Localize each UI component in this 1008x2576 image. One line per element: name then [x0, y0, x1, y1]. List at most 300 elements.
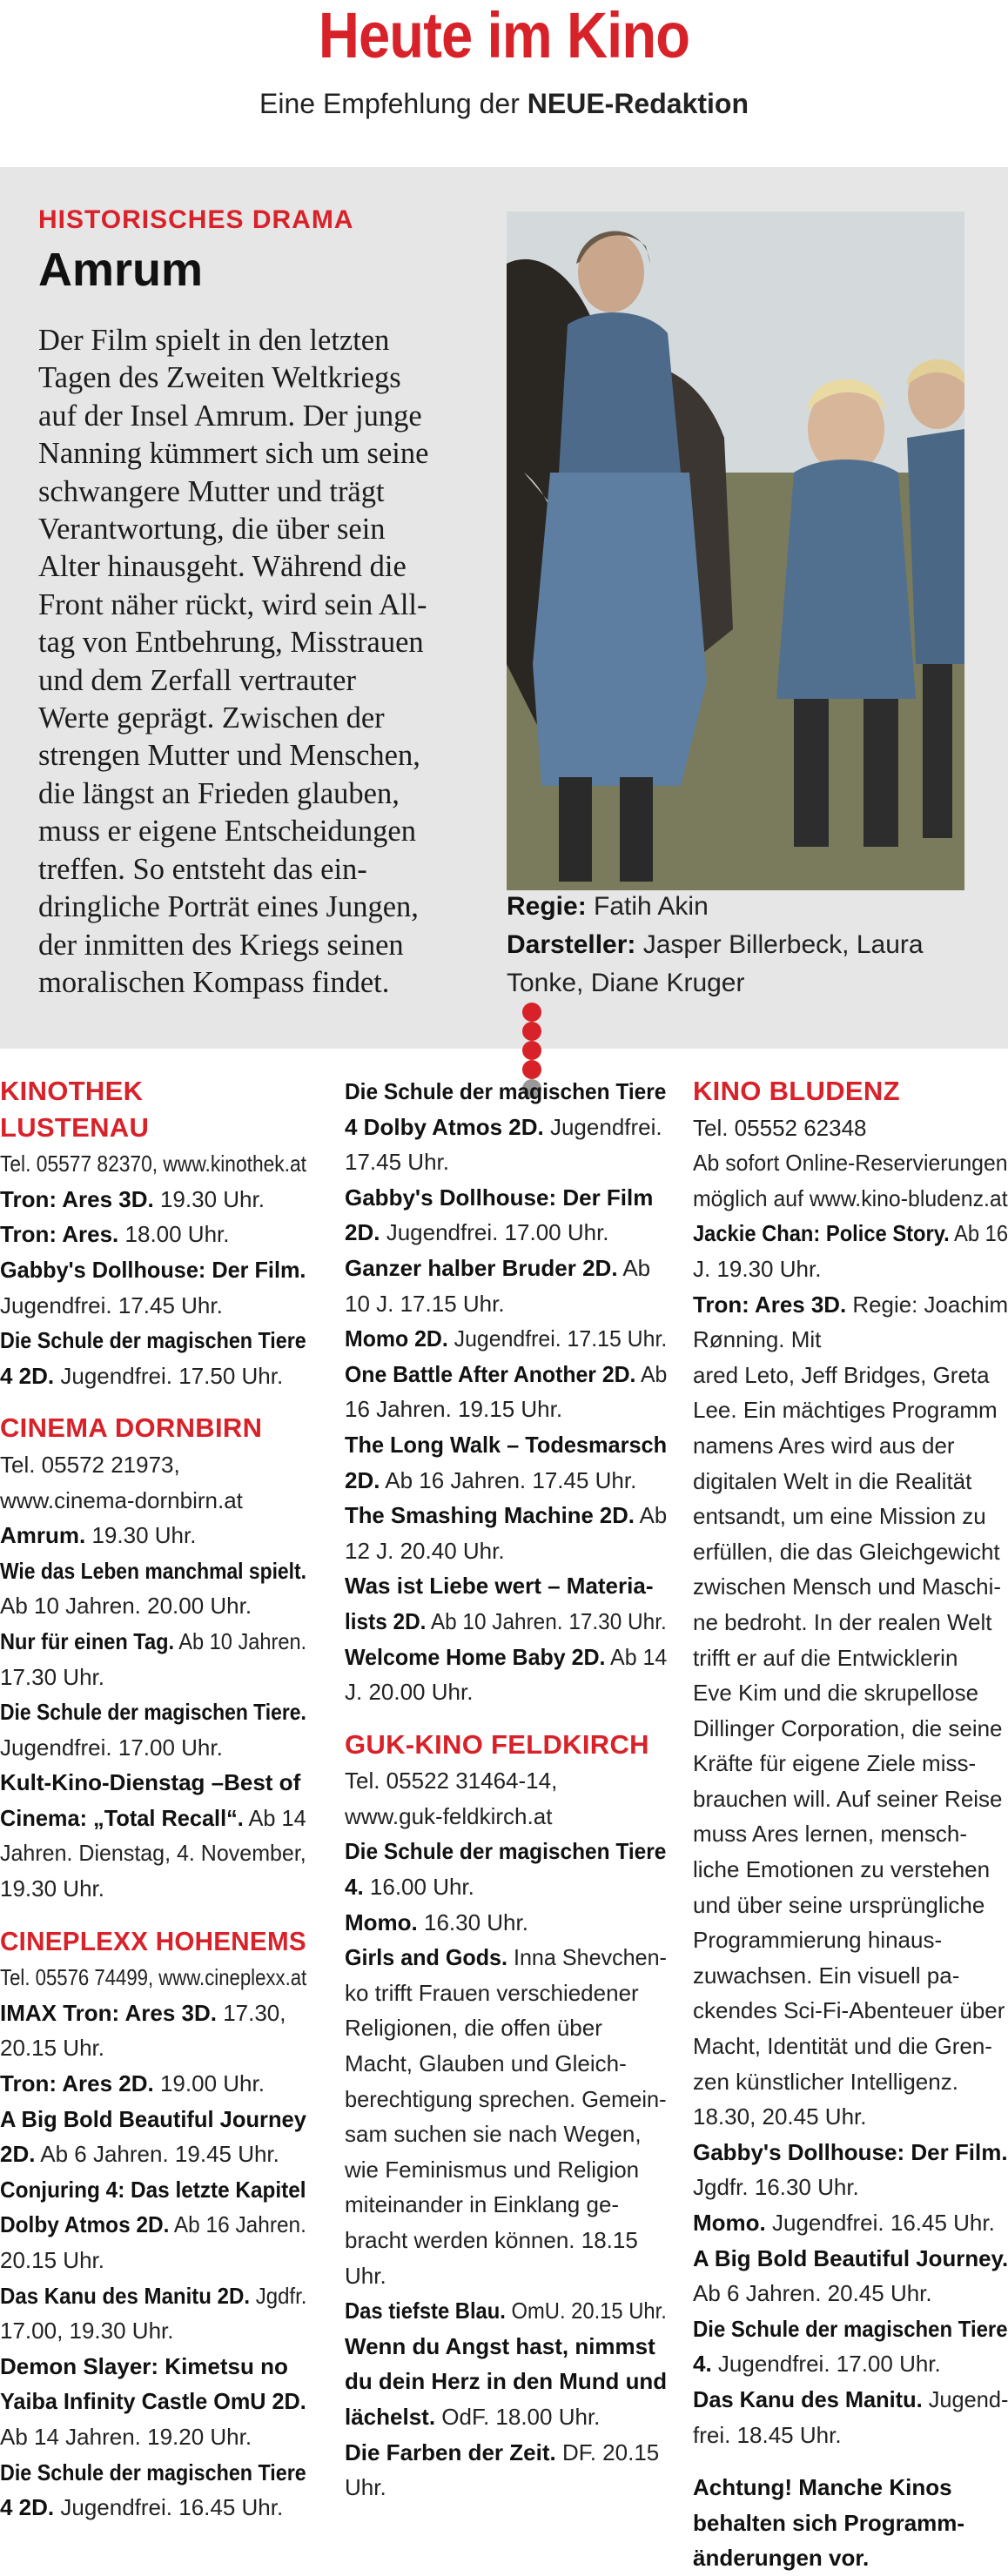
- film-title: Tron: Ares.: [0, 1221, 119, 1248]
- listing-line: [345, 1427, 668, 1463]
- listing-line: [693, 2346, 1008, 2382]
- listing-text: OdF. 18.00 Uhr.: [435, 2403, 601, 2430]
- listing-text: Uhr.: [345, 2474, 386, 2501]
- listing-line: [693, 1181, 1008, 1217]
- film-title: Gabby's Dollhouse: Der Film: [345, 1184, 654, 1211]
- subtitle-text: Eine Empfehlung der: [259, 88, 528, 119]
- listing-text: und über seine ursprüngliche: [693, 1891, 985, 1918]
- listing-line: [345, 2329, 667, 2365]
- listing-line: [345, 1498, 668, 1533]
- film-title: Die Schule der magischen Tiere: [693, 2315, 1008, 2342]
- listing-text: Tel. 05522 31464-14,: [345, 1768, 558, 1794]
- listing-line: [0, 2172, 306, 2208]
- listing-line: [345, 2258, 667, 2294]
- cinema-heading: [0, 1411, 306, 1447]
- listing-line: [0, 1996, 306, 2031]
- cast-names-2: Tonke, Diane Kruger: [507, 969, 745, 997]
- listing-text: 16 Jahren. 19.15 Uhr.: [345, 1396, 563, 1423]
- listing-line: [693, 1922, 1008, 1958]
- director-line: [507, 888, 977, 926]
- listing-text: 17.45 Uhr.: [345, 1149, 449, 1176]
- listing-line: [693, 1322, 1008, 1358]
- film-title: Dolby Atmos 2D.: [0, 2211, 170, 2238]
- film-title: The Long Walk – Todesmarsch: [345, 1431, 668, 1458]
- listing-line: [0, 2419, 306, 2455]
- rating-dot-filled: [522, 1003, 541, 1022]
- listing-line: [345, 1144, 667, 1180]
- listing-line: [0, 2066, 306, 2102]
- listing-line: [0, 2490, 306, 2526]
- film-title: behalten sich Programm-: [693, 2509, 965, 2536]
- film-title: One Battle After Another 2D.: [345, 1360, 636, 1387]
- listing-text: Jugendfrei. 16.45 Uhr.: [54, 2494, 284, 2521]
- listing-text: Ab 14: [243, 1804, 306, 1831]
- listing-text: Ab 10 Jahren.: [174, 1627, 307, 1654]
- film-title: Momo.: [693, 2210, 766, 2236]
- listing-line: [0, 1553, 306, 1589]
- film-title: Die Farben der Zeit.: [345, 2438, 556, 2465]
- film-title: Conjuring 4: Das letzte Kapitel: [0, 2176, 306, 2203]
- film-title: Girls and Gods.: [345, 1944, 508, 1971]
- listing-text: Ab 6 Jahren. 19.45 Uhr.: [35, 2141, 279, 2168]
- body-line: und dem Zerfall vertrauter: [38, 663, 356, 697]
- section-gap: [0, 1907, 306, 1924]
- body-line: schwangere Mutter und trägt: [38, 474, 385, 508]
- listing-line: [345, 1568, 667, 1604]
- cinema-name: GUK-KINO FELDKIRCH: [345, 1728, 649, 1760]
- listing-text: Ab sofort Online-Reservierungen: [693, 1150, 1008, 1177]
- listing-line: [345, 1180, 667, 1216]
- cast-label: Darsteller:: [507, 930, 636, 959]
- listing-text: miteinander in Einklang ge-: [345, 2191, 620, 2218]
- film-title: lächelst.: [345, 2403, 436, 2430]
- body-line: moralischen Kompass findet.: [38, 965, 390, 999]
- listing-text: 19.30 Uhr.: [153, 1185, 265, 1212]
- listing-line: [693, 1392, 1008, 1428]
- listing-text: brauchen will. Auf seiner Reise: [693, 1785, 1003, 1812]
- listing-text: berechtigung sprechen. Gemein-: [345, 2085, 667, 2112]
- listing-line: [693, 1640, 1008, 1676]
- listing-line: [693, 2276, 1008, 2311]
- film-title: du dein Herz in den Mund und: [345, 2368, 668, 2395]
- body-line: Werte geprägt. Zwischen der: [38, 701, 385, 735]
- listing-text: Jugendfrei. 17.00 Uhr.: [380, 1219, 609, 1246]
- listing-text: Jugendfrei. 17.15 Uhr.: [447, 1325, 668, 1352]
- listing-text: Jgdfr. 16.30 Uhr.: [693, 2174, 859, 2201]
- listing-line: [345, 2010, 667, 2046]
- listing-line: [345, 1392, 667, 1427]
- film-title: Cinema: „Total Recall“.: [0, 1804, 244, 1831]
- listing-text: Ab 14: [605, 1643, 668, 1670]
- film-title: Achtung! Manche Kinos: [693, 2474, 952, 2501]
- cinema-name: KINOTHEK: [0, 1076, 144, 1106]
- listing-line: [0, 2243, 306, 2278]
- film-title: Die Schule der magischen Tiere: [0, 1327, 306, 1354]
- listing-line: [693, 1958, 1008, 1994]
- film-title: Was ist Liebe wert – Materia-: [345, 1573, 654, 1600]
- listing-line: [345, 2399, 667, 2435]
- film-title: Das Kanu des Manitu 2D.: [0, 2282, 251, 2309]
- listing-text: 20.15 Uhr.: [0, 2247, 104, 2273]
- listing-text: 17.00, 19.30 Uhr.: [0, 2318, 174, 2345]
- cinema-heading: [345, 1727, 667, 1764]
- listing-text: Jugendfrei. 17.00 Uhr.: [711, 2351, 941, 2378]
- listing-text: 16.30 Uhr.: [417, 1909, 528, 1935]
- listing-text: Ab 10 Jahren. 20.00 Uhr.: [0, 1593, 252, 1620]
- cinema-heading: [0, 1074, 306, 1110]
- film-title: Die Schule der magischen Tiere: [345, 1838, 667, 1865]
- listing-line: [693, 1216, 1008, 1251]
- listing-text: www.guk-feldkirch.at: [345, 1802, 553, 1829]
- listing-line: [345, 1357, 668, 1392]
- listing-line: [0, 2349, 306, 2385]
- listing-text: Ab 14 Jahren. 19.20 Uhr.: [0, 2423, 252, 2450]
- listing-line: [345, 1640, 668, 1675]
- listing-line: [0, 1694, 306, 1730]
- listing-line: [693, 1464, 1008, 1499]
- listing-line: [693, 2064, 1008, 2100]
- listing-text: Ab: [635, 1360, 668, 1387]
- film-title: Die Schule der magischen Tiere.: [0, 1699, 306, 1726]
- listing-line: [693, 2241, 1006, 2277]
- film-title: lists 2D.: [345, 1607, 427, 1634]
- listing-text: OmU. 20.15 Uhr.: [505, 2298, 667, 2324]
- listing-text: 20.15 Uhr.: [0, 2035, 104, 2062]
- listing-line: [345, 1976, 667, 2011]
- listing-line: [0, 1835, 306, 1871]
- body-line: die längst an Frieden glauben,: [38, 776, 400, 810]
- listing-text: Tel. 05576 74499, www.cineplexx.at: [0, 1964, 307, 1991]
- film-title: Tron: Ares 3D.: [693, 1291, 847, 1318]
- listing-text: namens Ares wird aus der: [693, 1432, 955, 1459]
- body-line: muss er eigene Entscheidungen: [38, 815, 416, 849]
- listing-text: DF. 20.15: [555, 2438, 660, 2465]
- listing-text: J. 19.30 Uhr.: [693, 1255, 822, 1282]
- feature-kicker: HISTORISCHES DRAMA: [38, 205, 354, 234]
- listing-line: [693, 1569, 1008, 1605]
- listing-line: [345, 2435, 667, 2471]
- listing-text: ckendes Sci-Fi-Abenteuer über: [693, 1997, 1005, 2024]
- cast-line: [507, 926, 977, 964]
- listing-line: [0, 1730, 306, 1766]
- film-title: 4.: [693, 2351, 712, 2378]
- film-title: 4.: [345, 1874, 364, 1901]
- film-title: 4 2D.: [0, 1362, 55, 1389]
- cinema-heading: [0, 1924, 306, 1961]
- rating-dot-filled: [522, 1022, 541, 1041]
- body-line: Tagen des Zweiten Weltkriegs: [38, 361, 401, 395]
- listing-text: möglich auf www.kino-bludenz.at: [693, 1184, 1008, 1211]
- listing-text: Regie: Joachim: [846, 1291, 1008, 1318]
- listing-line: [693, 1746, 1008, 1781]
- listing-text: Macht, Identität und die Gren-: [693, 2033, 992, 2060]
- film-title: Tron: Ares 3D.: [0, 1185, 154, 1212]
- listing-line: [693, 1287, 1007, 1323]
- listing-line: [0, 1252, 306, 1288]
- body-line: strengen Mutter und Menschen,: [38, 739, 420, 773]
- listing-line: [0, 1624, 307, 1660]
- film-title: Kult-Kino-Dienstag –Best of: [0, 1769, 301, 1796]
- listing-text: 17.30 Uhr.: [0, 1663, 104, 1690]
- listing-line: [345, 1799, 667, 1835]
- listing-line: [0, 1588, 306, 1624]
- listing-line: [0, 1518, 306, 1553]
- listing-line: [345, 1763, 667, 1799]
- listing-line: [0, 1801, 306, 1836]
- listing-line: [345, 2152, 667, 2188]
- film-title: 4 2D.: [0, 2494, 55, 2521]
- film-still-illustration: [507, 211, 964, 890]
- listing-line: [693, 2382, 1008, 2418]
- listing-text: Religionen, die offen über: [345, 2015, 602, 2042]
- cinema-name: KINO BLUDENZ: [693, 1076, 900, 1106]
- listing-text: muss Ares lernen, mensch-: [693, 1821, 968, 1848]
- film-title: Wie das Leben manchmal spielt.: [0, 1557, 306, 1584]
- film-title: Momo 2D.: [345, 1325, 448, 1352]
- listing-line: [693, 2311, 1008, 2347]
- listing-line: [0, 2207, 306, 2243]
- listing-text: zen künstlicher Intelligenz.: [693, 2068, 958, 2095]
- film-title: Wenn du Angst hast, nimmst: [345, 2332, 655, 2359]
- film-title: Amrum.: [0, 1522, 86, 1549]
- film-title: Gabby's Dollhouse: Der Film.: [693, 2138, 1008, 2165]
- listing-text: sam suchen sie nach Wegen,: [345, 2121, 642, 2148]
- listing-line: [345, 2082, 667, 2117]
- listing-text: www.cinema-dornbirn.at: [0, 1486, 243, 1513]
- listing-line: [693, 1781, 1008, 1817]
- listing-line: [693, 1428, 1008, 1464]
- listing-text: Uhr.: [345, 2262, 386, 2289]
- listing-text: 16.00 Uhr.: [363, 1874, 474, 1901]
- listing-line: [693, 2506, 1008, 2541]
- listing-text: 12 J. 20.40 Uhr.: [345, 1537, 505, 1564]
- listing-line: [693, 2205, 1008, 2241]
- film-still-photo: [507, 211, 964, 890]
- listing-line: [345, 1834, 667, 1869]
- listing-text: 18.30, 20.45 Uhr.: [693, 2103, 867, 2130]
- listing-line: [693, 1145, 1008, 1181]
- listing-line: [345, 1674, 667, 1710]
- listing-text: ne bedroht. In der realen Welt: [693, 1608, 992, 1635]
- feature-credits: [507, 888, 977, 1098]
- listing-text: Rønning. Mit: [693, 1326, 822, 1353]
- listing-line: [693, 1358, 1008, 1393]
- listing-line: [0, 2102, 306, 2137]
- film-title: 2D.: [345, 1466, 380, 1493]
- listing-text: Ab 16: [949, 1220, 1008, 1247]
- listing-line: [0, 2137, 306, 2172]
- film-title: 2D.: [345, 1219, 380, 1246]
- listing-text: J. 20.00 Uhr.: [345, 1679, 474, 1706]
- body-line: Nanning kümmert sich um seine: [38, 437, 429, 471]
- listing-text: Ab 10 Jahren. 17.30 Uhr.: [426, 1607, 667, 1634]
- body-line: der inmitten des Kriegs seinen: [38, 928, 404, 962]
- listing-line: [0, 1288, 306, 1324]
- listing-line: [0, 1960, 307, 1996]
- film-title: Yaiba Infinity Castle OmU 2D.: [0, 2388, 306, 2415]
- cinema-heading: [693, 1074, 1008, 1110]
- listing-text: 17.30,: [216, 1999, 286, 2026]
- listing-text: Jahren. Dienstag, 4. November,: [0, 1840, 306, 1867]
- section-gap: [693, 2452, 1008, 2470]
- film-title: A Big Bold Beautiful Journey: [0, 2105, 306, 2132]
- listing-line: [345, 2116, 667, 2152]
- listing-line: [693, 2099, 1008, 2135]
- film-title: Gabby's Dollhouse: Der Film.: [0, 1256, 306, 1283]
- director-name: Fatih Akin: [586, 892, 709, 921]
- page-subtitle: [0, 87, 1008, 120]
- listing-text: Jugendfrei. 16.45 Uhr.: [765, 2210, 995, 2236]
- listing-line: [0, 1765, 306, 1801]
- listing-text: 10 J. 17.15 Uhr.: [345, 1290, 505, 1317]
- body-line: Front näher rückt, wird sein All-: [38, 587, 427, 621]
- listing-line: [345, 2364, 666, 2399]
- feature-body: [38, 322, 501, 1002]
- listing-text: 19.30 Uhr.: [0, 1875, 104, 1902]
- listing-text: Jugendfrei.: [543, 1113, 662, 1140]
- listing-text: entsandt, um eine Mission zu: [693, 1503, 986, 1530]
- film-title: Das Kanu des Manitu.: [693, 2385, 923, 2412]
- listing-line: [0, 2455, 306, 2491]
- listing-line: [345, 2223, 667, 2258]
- listing-line: [693, 2170, 1008, 2205]
- listing-line: [693, 1110, 1008, 1146]
- listing-text: wie Feminismus und Religion: [345, 2156, 640, 2183]
- listing-line: [693, 1711, 1008, 1747]
- cinema-column-3: [693, 1074, 1008, 2576]
- listing-text: Programmierung hinaus-: [693, 1927, 943, 1954]
- film-title: 2D.: [0, 2141, 36, 2168]
- listing-line: [345, 1215, 667, 1251]
- listing-text: Ab 6 Jahren. 20.45 Uhr.: [693, 2280, 932, 2307]
- cast-names-1: Jasper Billerbeck, Laura: [635, 930, 924, 959]
- listing-text: Macht, Glauben und Gleich-: [345, 2050, 627, 2077]
- body-line: tag von Entbehrung, Misstrauen: [38, 626, 424, 660]
- listing-line: [693, 2540, 1008, 2576]
- cinema-column-2: [345, 1074, 667, 2506]
- listing-line: [693, 2470, 1008, 2506]
- listing-line: [693, 1534, 1008, 1570]
- listing-text: Ab: [634, 1502, 668, 1529]
- listing-text: digitalen Welt in die Realität: [693, 1467, 972, 1494]
- listing-line: [693, 1888, 1008, 1923]
- film-title: Momo.: [345, 1909, 418, 1935]
- listing-text: liche Emotionen zu verstehen: [693, 1856, 991, 1883]
- listing-text: Dillinger Corporation, die seine: [693, 1714, 1003, 1741]
- listing-text: Jgdfr.: [250, 2282, 307, 2309]
- listing-text: Lee. Ein mächtiges Programm: [693, 1397, 998, 1424]
- listing-text: Eve Kim und die skrupellose: [693, 1680, 979, 1707]
- listing-text: 19.30 Uhr.: [85, 1522, 197, 1549]
- subtitle-brand: NEUE-Redaktion: [527, 88, 749, 119]
- listing-text: Jugendfrei. 17.50 Uhr.: [54, 1362, 284, 1389]
- film-title: IMAX Tron: Ares 3D.: [0, 1999, 217, 2026]
- listing-text: Jugendfrei. 17.45 Uhr.: [0, 1291, 223, 1318]
- listing-text: Ab: [617, 1254, 651, 1281]
- section-gap: [0, 1393, 306, 1411]
- listing-text: 18.00 Uhr.: [118, 1221, 230, 1248]
- film-title: Jackie Chan: Police Story.: [693, 1220, 950, 1247]
- listing-line: [0, 2278, 307, 2314]
- listing-line: [345, 1905, 667, 1941]
- listing-line: [0, 1483, 306, 1519]
- listing-text: Tel. 05572 21973,: [0, 1451, 180, 1478]
- listing-line: [345, 2293, 667, 2329]
- section-gap: [345, 1710, 667, 1727]
- film-title: Die Schule der magischen Tiere: [0, 2459, 306, 2485]
- page-title: Heute im Kino: [318, 0, 690, 71]
- body-line: dringliche Porträt eines Jungen,: [38, 890, 419, 924]
- listing-text: Kräfte für eigene Ziele miss-: [693, 1750, 977, 1777]
- listing-line: [0, 1217, 306, 1252]
- listing-line: [0, 1660, 306, 1695]
- listing-text: Inna Shevchen-: [507, 1944, 667, 1971]
- listing-line: [345, 1533, 667, 1569]
- listing-line: [0, 1447, 306, 1483]
- listing-text: frei. 18.45 Uhr.: [693, 2421, 842, 2448]
- listing-line: [345, 1604, 667, 1640]
- film-title: Demon Slayer: Kimetsu no: [0, 2352, 288, 2379]
- listing-line: [693, 1993, 1008, 2029]
- listing-line: [345, 2187, 667, 2223]
- film-title: änderungen vor.: [693, 2545, 870, 2572]
- listing-line: [345, 1110, 667, 1145]
- director-label: Regie:: [507, 892, 587, 921]
- listing-text: Tel. 05577 82370, www.kinothek.at: [0, 1150, 307, 1177]
- listing-line: [345, 1321, 668, 1357]
- listing-line: [345, 1463, 667, 1499]
- body-line: auf der Insel Amrum. Der junge: [38, 399, 422, 433]
- listing-text: Ab 16 Jahren.: [169, 2211, 306, 2238]
- body-line: Verantwortung, die über sein: [38, 513, 386, 547]
- listing-text: Ab 16 Jahren. 17.45 Uhr.: [380, 1466, 637, 1493]
- listing-line: [693, 1852, 1008, 1888]
- feature-box: [0, 167, 1008, 1049]
- film-title: Welcome Home Baby 2D.: [345, 1643, 606, 1670]
- listing-text: ko trifft Frauen verschiedener: [345, 1979, 639, 2006]
- listing-text: ared Leto, Jeff Bridges, Greta: [693, 1361, 990, 1388]
- listing-line: [0, 1182, 306, 1218]
- body-line: Der Film spielt in den letzten: [38, 324, 390, 357]
- rating-dot-filled: [522, 1041, 541, 1060]
- listing-line: [693, 1499, 1008, 1534]
- cinema-heading: [0, 1110, 306, 1147]
- listing-line: [0, 2313, 306, 2349]
- cinema-column-1: [0, 1074, 306, 2526]
- page-header: [0, 0, 1008, 165]
- cinema-name: LUSTENAU: [0, 1111, 150, 1143]
- listing-line: [0, 1146, 307, 1182]
- film-title: Ganzer halber Bruder 2D.: [345, 1254, 618, 1281]
- listing-text: Tel. 05552 62348: [693, 1114, 867, 1141]
- film-title: A Big Bold Beautiful Journey.: [693, 2244, 1008, 2271]
- listing-line: [0, 1871, 306, 1907]
- film-title: Das tiefste Blau.: [345, 2298, 506, 2324]
- listing-line: [345, 1251, 667, 1286]
- feature-title: Amrum: [38, 244, 204, 296]
- listing-line: [693, 1605, 1008, 1640]
- listing-line: [693, 2135, 1008, 2170]
- listing-text: trifft er auf die Entwicklerin: [693, 1644, 958, 1671]
- listing-text: 19.00 Uhr.: [153, 2070, 265, 2097]
- cinema-name: CINEPLEXX HOHENEMS: [0, 1925, 306, 1956]
- listing-text: erfüllen, die das Gleichgewicht: [693, 1538, 1000, 1565]
- listing-text: Jugendfrei. 17.00 Uhr.: [0, 1734, 223, 1761]
- listing-line: [345, 2046, 667, 2082]
- listing-line: [0, 1323, 306, 1358]
- listing-line: [693, 1251, 1008, 1287]
- listing-line: [345, 1869, 667, 1905]
